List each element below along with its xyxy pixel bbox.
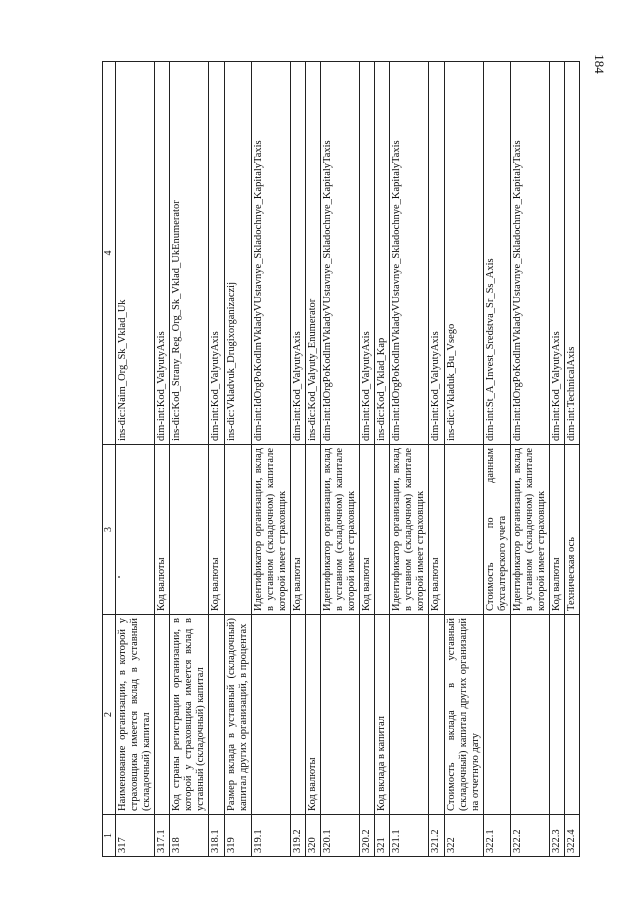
row-name: Код вклада в капитал <box>375 615 390 815</box>
row-number: 322.1 <box>483 815 510 857</box>
row-code: dim-int:TechnicalAxis <box>565 62 580 445</box>
header-col-4: 4 <box>103 62 116 445</box>
row-detail: Код валюты <box>360 445 375 615</box>
row-number: 320.2 <box>360 815 375 857</box>
row-detail: Код валюты <box>290 445 305 615</box>
table-row <box>390 62 429 857</box>
row-detail: Код валюты <box>550 445 565 615</box>
row-detail: Код валюты <box>209 445 224 615</box>
row-name <box>510 615 549 815</box>
row-code: dim-int:Kod_ValyutyAxis <box>429 62 444 445</box>
row-name: Размер вклада в уставный (складочный) капитал других организаций, в процентах <box>224 615 251 815</box>
row-detail: Код валюты <box>155 445 170 615</box>
row-name <box>360 615 375 815</box>
row-code: dim-int:IdOrgPoKodlmVkladyVUstavnye_Skladochnye_KapitalyTaxis <box>251 62 290 445</box>
header-col-1: 1 <box>103 815 116 857</box>
row-name <box>209 615 224 815</box>
row-name <box>251 615 290 815</box>
row-number: 322.4 <box>565 815 580 857</box>
row-name: Стоимость вклада в уставный (складочный) капитал других организаций на отчетную дату <box>444 615 483 815</box>
row-code: ins-dic:Vkladvuk_Drugixorganizaczij <box>224 62 251 445</box>
row-number: 320.1 <box>320 815 359 857</box>
row-detail: Идентификатор организации, вклад в уставном (складочном) капитале которой имеет страховщик <box>251 445 290 615</box>
row-number: 320 <box>305 815 320 857</box>
page-number: 184 <box>592 54 607 74</box>
row-number: 322.2 <box>510 815 549 857</box>
row-code: dim-int:Kod_ValyutyAxis <box>209 62 224 445</box>
table-row <box>320 62 359 857</box>
row-name: Код валюты <box>305 615 320 815</box>
row-number: 322 <box>444 815 483 857</box>
row-code: ins-dic:Kod_Vklad_Kap <box>375 62 390 445</box>
row-name <box>290 615 305 815</box>
table-row <box>444 62 483 857</box>
table-row <box>251 62 290 857</box>
row-code: dim-int:IdOrgPoKodlmVkladyVUstavnye_Skladochnye_KapitalyTaxis <box>510 62 549 445</box>
row-number: 319.1 <box>251 815 290 857</box>
header-row <box>103 62 116 857</box>
table-row <box>209 62 224 857</box>
table-viewport <box>102 62 578 857</box>
row-code: ins-dic:Kod_Strany_Reg_Org_Sk_Vklad_UkEnumerator <box>170 62 209 445</box>
table-row <box>290 62 305 857</box>
row-code: dim-int:Kod_ValyutyAxis <box>290 62 305 445</box>
row-number: 322.3 <box>550 815 565 857</box>
row-code: ins-dic:Vkladuk_Bu_Vsego <box>444 62 483 445</box>
header-col-3: 3 <box>103 445 116 615</box>
row-name <box>483 615 510 815</box>
table-row <box>155 62 170 857</box>
row-code: dim-int:St_A_Invest_Sredstva_Sr_Ss_Axis <box>483 62 510 445</box>
row-name: Код страны регистрации организации, в которой у страховщика имеется вклад в уставный (складочный) капитал <box>170 615 209 815</box>
row-code: ins-dic:Naim_Org_Sk_Vklad_Uk <box>116 62 155 445</box>
row-number: 317.1 <box>155 815 170 857</box>
table-row <box>510 62 549 857</box>
row-detail <box>170 445 209 615</box>
table-row <box>170 62 209 857</box>
row-code: dim-int:Kod_ValyutyAxis <box>155 62 170 445</box>
row-code: dim-int:IdOrgPoKodlmVkladyVUstavnye_Skladochnye_KapitalyTaxis <box>390 62 429 445</box>
row-code: ins-dic:Kod_Valyuty_Enumerator <box>305 62 320 445</box>
row-detail: Код валюты <box>429 445 444 615</box>
row-name <box>320 615 359 815</box>
row-detail <box>444 445 483 615</box>
row-number: 318.1 <box>209 815 224 857</box>
row-name: Наименование организации, в которой у страховщика имеется вклад в уставный (складочный) капитал <box>116 615 155 815</box>
table-row <box>360 62 375 857</box>
row-number: 321.1 <box>390 815 429 857</box>
row-number: 318 <box>170 815 209 857</box>
row-detail: Техническая ось <box>565 445 580 615</box>
table-row <box>550 62 565 857</box>
row-code: dim-int:Kod_ValyutyAxis <box>550 62 565 445</box>
row-name <box>550 615 565 815</box>
table-row <box>565 62 580 857</box>
table-row <box>305 62 320 857</box>
row-detail: Идентификатор организации, вклад в уставном (складочном) капитале которой имеет страховщик <box>510 445 549 615</box>
row-number: 319.2 <box>290 815 305 857</box>
table-row <box>375 62 390 857</box>
table-body <box>116 62 580 857</box>
row-detail <box>305 445 320 615</box>
row-detail: Стоимость по данным бухгалтерского учета <box>483 445 510 615</box>
row-number: 321.2 <box>429 815 444 857</box>
row-name <box>429 615 444 815</box>
header-col-2: 2 <box>103 615 116 815</box>
table-row <box>429 62 444 857</box>
row-detail: Идентификатор организации, вклад в уставном (складочном) капитале которой имеет страховщик <box>390 445 429 615</box>
row-number: 319 <box>224 815 251 857</box>
row-number: 321 <box>375 815 390 857</box>
row-name <box>565 615 580 815</box>
table-row <box>116 62 155 857</box>
row-name <box>155 615 170 815</box>
rotated-table-container <box>102 62 578 857</box>
row-name <box>390 615 429 815</box>
row-code: dim-int:Kod_ValyutyAxis <box>360 62 375 445</box>
data-table <box>102 61 580 857</box>
row-detail <box>116 445 155 615</box>
row-detail <box>224 445 251 615</box>
row-detail: Идентификатор организации, вклад в уставном (складочном) капитале которой имеет страховщик <box>320 445 359 615</box>
row-number: 317 <box>116 815 155 857</box>
row-detail <box>375 445 390 615</box>
row-code: dim-int:IdOrgPoKodlmVkladyVUstavnye_Skladochnye_KapitalyTaxis <box>320 62 359 445</box>
table-row <box>224 62 251 857</box>
table-row <box>483 62 510 857</box>
